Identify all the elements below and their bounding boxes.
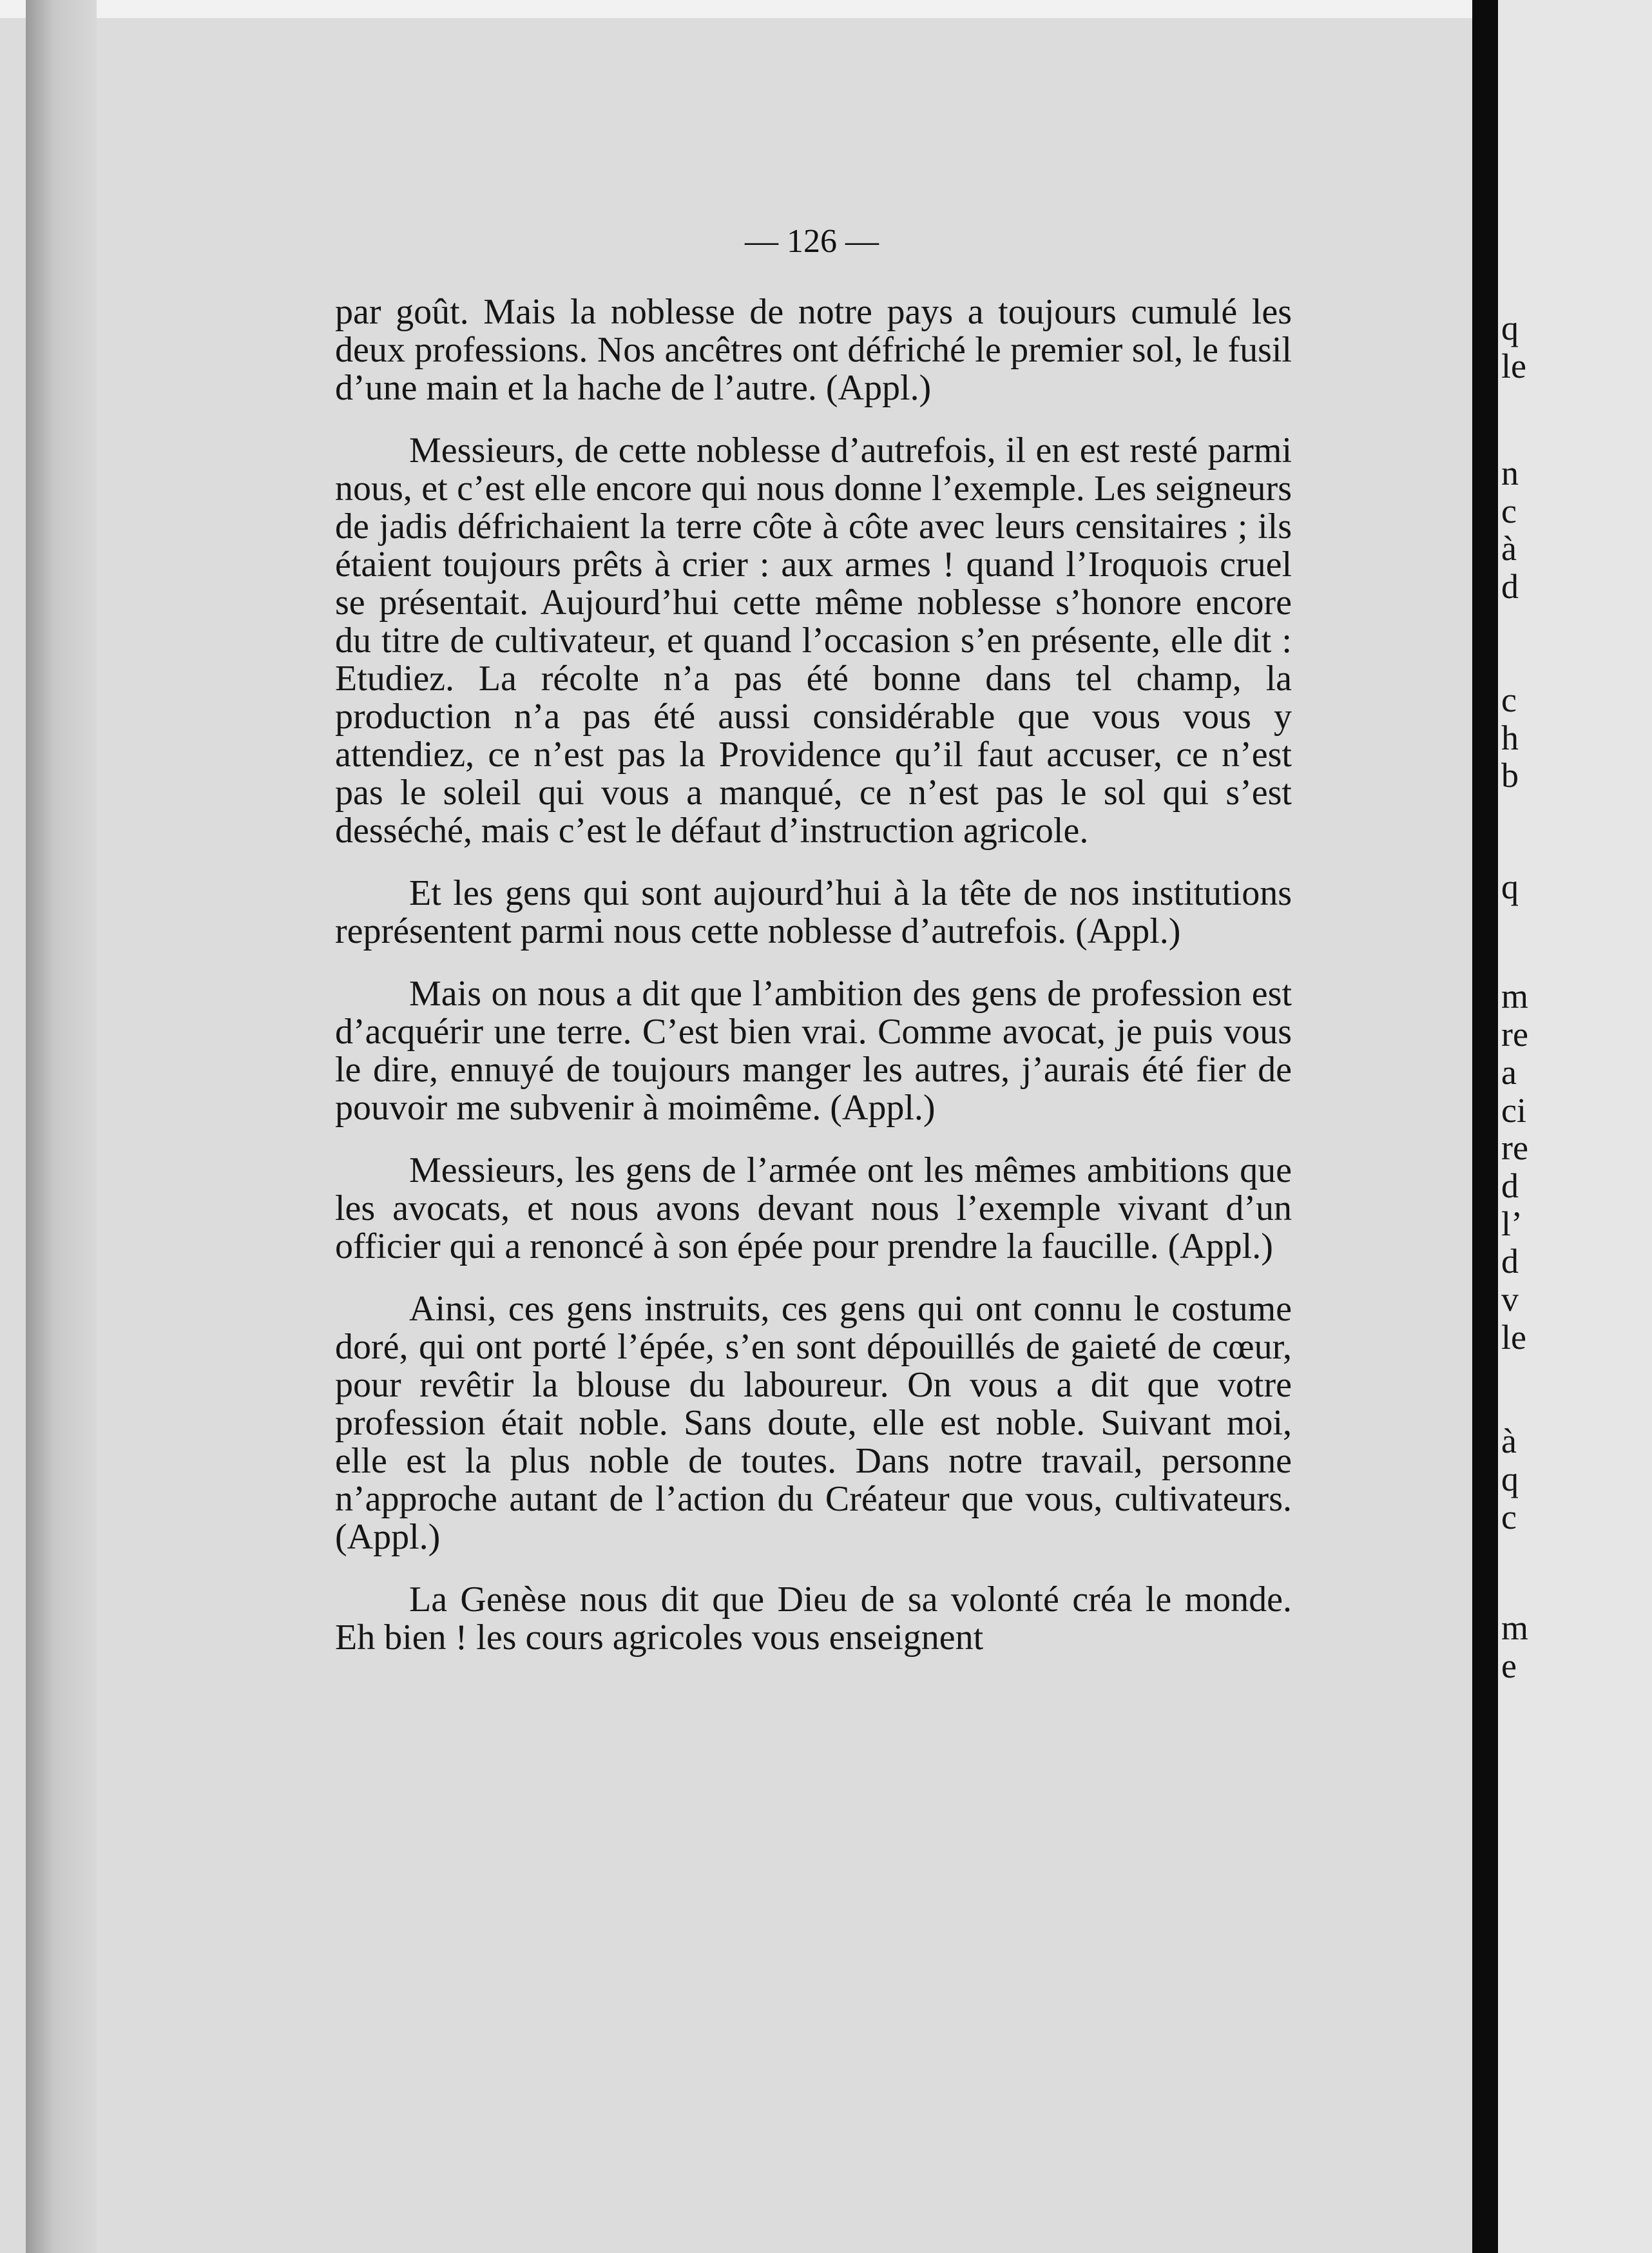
fragment: d [1501,1166,1519,1205]
fragment: m [1501,977,1529,1016]
paragraph-1: par goût. Mais la noblesse de notre pays a toujours cumulé les deux professions. Nos ancêtres ont défriché le premier sol, le fusil d’une main et la hache de l’autre. (Appl.) [335,292,1292,408]
fragment: re [1501,1015,1528,1054]
fragment: a [1501,1053,1517,1092]
fragment: re [1501,1128,1528,1167]
fragment: v [1501,1280,1519,1319]
spine-shadow [26,0,97,2253]
fragment: à [1501,1422,1517,1460]
fragment: c [1501,1498,1517,1536]
fragment: le [1501,1318,1526,1357]
page-top-edge [0,0,1472,18]
fragment: q [1501,1460,1519,1498]
fragment: q [1501,309,1519,347]
fragment: h [1501,719,1519,757]
fragment: c [1501,492,1517,530]
paragraph-7: La Genèse nous dit que Dieu de sa volonté créa le monde. Eh bien ! les cours agricoles vous enseignent [335,1580,1292,1658]
fragment: m [1501,1609,1529,1647]
fragment: n [1501,454,1519,492]
fragment: d [1501,1242,1519,1281]
fragment: q [1501,867,1519,906]
fragment: b [1501,756,1519,795]
paragraph-2: Messieurs, de cette noblesse d’autrefois, il en est resté parmi nous, et c’est elle encore qui nous donne l’exemple. Les seigneurs de jadis défrichaient la terre côte à côte avec leurs censitaires ; ils étaient toujours prêts à crier : aux armes ! quand l’Iroquois cruel se présentait. Aujourd’hui cette même noblesse s’honore encore du titre de cultivateur, et quand l’occasion s’en présente, elle dit : Etudiez. La récolte n’a pas été bonne dans tel champ, la production n’a pas été aussi considérable que vous vous y attendiez, ce n’est pas la Providence qu’il faut accuser, ce n’est pas le soleil qui vous a manqué, ce n’est pas le sol qui s’est desséché, mais c’est le défaut d’instruction agricole. [335,430,1292,851]
fragment: d [1501,567,1519,606]
paragraph-3: Et les gens qui sont aujourd’hui à la tête de nos institutions représentent parmi nous cette noblesse d’autrefois. (Appl.) [335,873,1292,951]
paragraph-4: Mais on nous a dit que l’ambition des gens de profession est d’acquérir une terre. C’est bien vrai. Comme avocat, je puis vous le dire, ennuyé de toujours manger les autres, j’aurais été fier de pouvoir me subvenir à moimême. (Appl.) [335,974,1292,1128]
fragment: ci [1501,1091,1526,1130]
book-gutter [1472,0,1498,2253]
fragment: à [1501,529,1517,568]
fragment: l’ [1501,1204,1522,1243]
paragraph-5: Messieurs, les gens de l’armée ont les mêmes ambitions que les avocats, et nous avons devant nous l’exemple vivant d’un officier qui a renoncé à son épée pour prendre la faucille. (Appl.) [335,1150,1292,1266]
fragment: e [1501,1647,1517,1685]
fragment: c [1501,681,1517,719]
right-page-text-fragments [1501,0,1652,2253]
page-number: — 126 — [745,223,879,260]
body-text [335,293,1292,1681]
paragraph-6: Ainsi, ces gens instruits, ces gens qui ont connu le costume doré, qui ont porté l’épée, s’en sont dépouillés de gaieté de cœur, pour revêtir la blouse du laboureur. On vous a dit que votre profession était noble. Sans doute, elle est noble. Suivant moi, elle est la plus noble de toutes. Dans notre travail, personne n’approche autant de l’action du Créateur que vous, cultivateurs. (Appl.) [335,1289,1292,1557]
fragment: le [1501,347,1526,385]
